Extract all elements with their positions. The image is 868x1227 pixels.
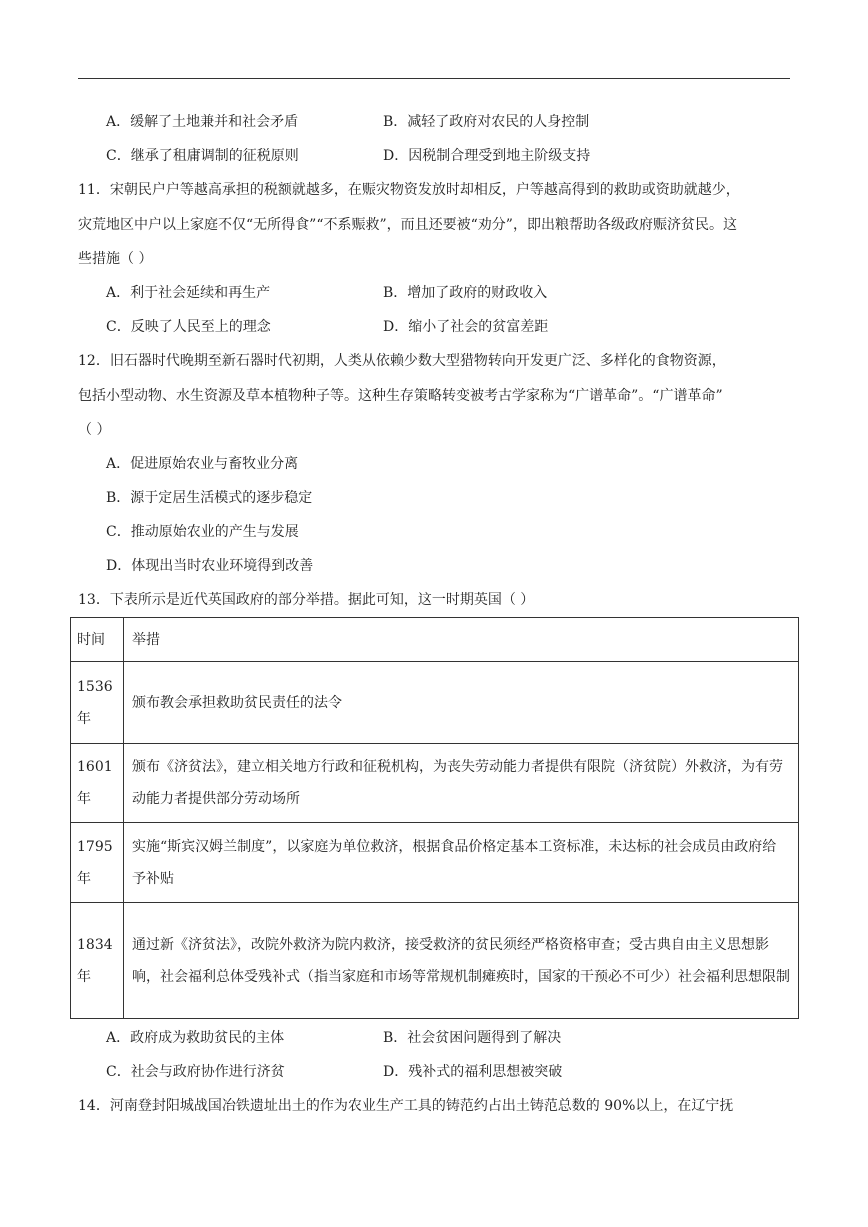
q12-option-b: B．源于定居生活模式的逐步稳定 xyxy=(106,490,313,506)
q11-option-a: A．利于社会延续和再生产 xyxy=(106,285,271,301)
row-year: 1536 年 xyxy=(71,662,124,744)
q11-option-d: D．缩小了社会的贫富差距 xyxy=(383,319,549,335)
q13-stem: 13．下表所示是近代英国政府的部分举措。据此可知，这一时期英国（ ） xyxy=(78,592,535,608)
q11-option-c: C．反映了人民至上的理念 xyxy=(106,319,271,335)
row-year: 1795 年 xyxy=(71,823,124,903)
row-measure: 通过新《济贫法》，改院外救济为院内救济，接受救济的贫民须经严格资格审查；受古典自由主义思想影响，社会福利总体受残补式（指当家庭和市场等常规机制瘫痪时，国家的干预必不可少）社会福利思想限制 xyxy=(124,903,799,1019)
table-header-row xyxy=(71,618,799,662)
q10-option-a: A．缓解了土地兼并和社会矛盾 xyxy=(106,114,299,130)
table-row xyxy=(71,903,799,1019)
q13-option-d: D．残补式的福利思想被突破 xyxy=(383,1064,563,1080)
table-row xyxy=(71,823,799,903)
header-time: 时间 xyxy=(71,618,124,662)
q13-option-a: A．政府成为救助贫民的主体 xyxy=(106,1030,285,1046)
header-rule xyxy=(78,78,790,79)
table-row xyxy=(71,662,799,744)
q12-stem-line-3: （ ） xyxy=(78,422,111,438)
q13-option-c: C．社会与政府协作进行济贫 xyxy=(106,1064,285,1080)
q12-option-a: A．促进原始农业与畜牧业分离 xyxy=(106,456,299,472)
q13-measures-table xyxy=(70,617,799,1019)
q12-stem-line-1: 12．旧石器时代晚期至新石器时代初期，人类从依赖少数大型猎物转向开发更广泛、多样化的食物资源， xyxy=(78,353,726,369)
row-year: 1601 年 xyxy=(71,744,124,823)
q11-option-b: B．增加了政府的财政收入 xyxy=(383,285,548,301)
q12-option-c: C．推动原始农业的产生与发展 xyxy=(106,524,299,540)
row-measure: 颁布教会承担救助贫民责任的法令 xyxy=(124,662,799,744)
q12-option-d: D．体现出当时农业环境得到改善 xyxy=(106,558,314,574)
q13-option-b: B．社会贫困问题得到了解决 xyxy=(383,1030,562,1046)
table-row xyxy=(71,744,799,823)
q11-stem-line-2: 灾荒地区中户以上家庭不仅“无所得食”“不系赈救”，而且还要被“劝分”，即出粮帮助各级政府赈济贫民。这 xyxy=(78,217,737,233)
row-measure: 颁布《济贫法》，建立相关地方行政和征税机构，为丧失劳动能力者提供有限院（济贫院）外救济，为有劳动能力者提供部分劳动场所 xyxy=(124,744,799,823)
row-year: 1834 年 xyxy=(71,903,124,1019)
header-measure: 举措 xyxy=(124,618,799,662)
q10-option-b: B．减轻了政府对农民的人身控制 xyxy=(383,114,590,130)
q12-stem-line-2: 包括小型动物、水生资源及草本植物种子等。这种生存策略转变被考古学家称为“广谱革命”。“广谱革命” xyxy=(78,388,723,404)
q11-stem-line-3: 些措施（ ） xyxy=(78,251,153,267)
q11-stem-line-1: 11．宋朝民户户等越高承担的税额就越多，在赈灾物资发放时却相反，户等越高得到的救助或资助就越少， xyxy=(78,182,740,198)
row-measure: 实施“斯宾汉姆兰制度”，以家庭为单位救济，根据食品价格定基本工资标准，未达标的社会成员由政府给予补贴 xyxy=(124,823,799,903)
q10-option-c: C．继承了租庸调制的征税原则 xyxy=(106,148,299,164)
q10-option-d: D．因税制合理受到地主阶级支持 xyxy=(383,148,591,164)
q14-stem: 14．河南登封阳城战国冶铁遗址出土的作为农业生产工具的铸范约占出土铸范总数的 90%以上，在辽宁抚 xyxy=(78,1098,734,1114)
